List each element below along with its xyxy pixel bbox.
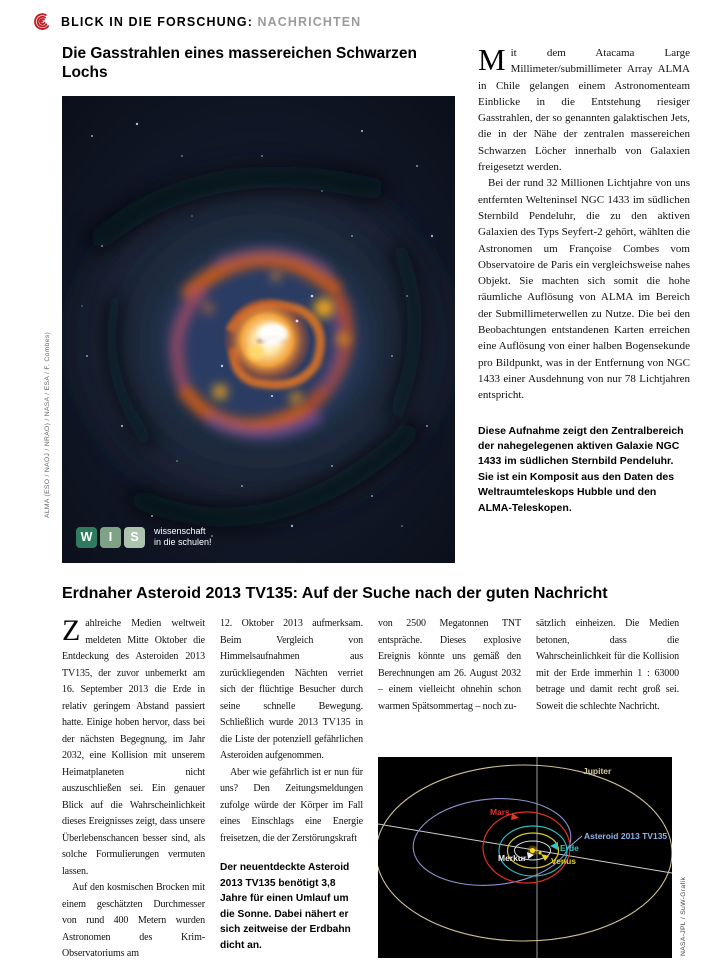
kicker-gray: NACHRICHTEN (257, 14, 362, 29)
sun-icon (530, 848, 535, 853)
galaxy-photo-credit: ALMA (ESO / NAOJ / NRAO) / NASA / ESA / F. Combes) (44, 331, 51, 518)
dropcap-z: Z (62, 614, 81, 647)
galaxy-caption: Diese Aufnahme zeigt den Zentralbereich der nahegelegenen aktiven Galaxie NGC 1433 im südlichen Sternbild Pendeluhr. Sie ist ein Komposit aus den Daten des Weltraumteleskops Hubble und den ALMA-Teleskopen. (478, 424, 684, 514)
col1-paragraph-2: Auf den kosmischen Brocken mit einem geschätzten Durchmesser von rund 400 Metern wurden Astronomen des Krim-Observatoriums am (62, 882, 205, 959)
venus-label: Venus (551, 856, 577, 866)
asteroid-label: Asteroid 2013 TV135 (584, 831, 668, 841)
kicker-bold: BLICK IN DIE FORSCHUNG: (61, 14, 253, 29)
article2-column-2 (220, 616, 363, 960)
article-black-hole (62, 44, 690, 563)
wis-tagline-line1: wissenschaft (154, 526, 206, 536)
wis-tagline (154, 526, 212, 548)
col1-paragraph-1 (62, 616, 205, 880)
wis-tagline-line2: in die schulen! (154, 537, 212, 547)
page-header (33, 12, 361, 31)
orbit-diagram-art (378, 757, 672, 958)
article1-paragraph-2: Bei der rund 32 Millionen Lichtjahre von uns entfernten Welteninsel NGC 1433 im südlichen Sternbild Pendeluhr, die zu den aktiven Galaxien des Typs Seyfert-2 gehört, wählten die Astronomen um Françoise Combes vom Observatoire de Paris ein vergleichsweise nahes Objekt. Sie machten sich somit die hohe räumliche Auflösung von ALMA im Bereich der Submillimeterwellen zu Nutze. Die bei den Beobachtungen entstandenen Karten erreichen eine Auflösung von einer halben Bogensekunde pro Bildpunkt, was in der Entfernung von NGC 1433 einer Ausdehnung von nur 78 Lichtjahren entspricht. (478, 177, 690, 402)
col3-paragraph-1: von 2500 Megatonnen TNT entspräche. Dieses explosive Ereignis könnte uns gemäß den Berechnungen am 26. August 2032 – einem vielleicht ohnehin schon warmen Spätsommertag – noch zu- (378, 618, 521, 712)
mars-label: Mars (490, 807, 510, 817)
wis-logo (76, 526, 212, 548)
merkur-label: Merkur (498, 853, 527, 863)
col2-paragraph-2: Aber wie gefährlich ist er nun für uns? Den Zeitungsmeldungen zufolge würde der Körper im Fall eines Einschlags eine Energie freisetzen, die der Zerstörungskraft (220, 766, 363, 844)
wis-tile-i: I (100, 527, 121, 548)
col2-paragraph-1: 12. Oktober 2013 aufmerksam. Beim Vergleich von Himmelsaufnahmen aus zurückliegenden Nächten verriet sich der flüchtige Besucher durch seine schnelle Bewegung. Schließlich wurde 2013 TV135 in die Liste der potenziell gefährlichen Asteroiden aufgenommen. (220, 618, 363, 761)
orbit-diagram-caption: Der neuentdeckte Asteroid 2013 TV135 benötigt 3,8 Jahre für einen Umlauf um die Sonne. Dabei nähert er sich zeitweise der Erdbahn dicht an. (220, 862, 351, 951)
col4-paragraph-1: sätzlich einheizen. Die Medien betonen, dass die Wahrscheinlichkeit für die Kollision mit der Erde immerhin 1 : 63000 betrage und damit recht groß sei. Soweit die schlechte Nachricht. (536, 618, 679, 712)
spektrum-spiral-icon (33, 12, 52, 31)
article2-column-1 (62, 616, 205, 960)
article1-figure-column (62, 44, 455, 563)
orbit-diagram-credit: NASA-JPL / SuW-Grafik (680, 876, 687, 956)
article1-paragraph-1-text: it dem Atacama Large Millimeter/submillimeter Array ALMA in Chile gelangen einem Astronomenteam Einblicke in die Entstehung riesiger Gasstrahlen, der so genannten galaktischen Jets, die in der Nähe der zentralen massereichen Schwarzen Löcher innerhalb von Galaxien freigesetzt werden. (478, 47, 690, 174)
wis-tile-w: W (76, 527, 97, 548)
galaxy-art (62, 96, 455, 563)
article1-headline: Die Gasstrahlen eines massereichen Schwarzen Lochs (62, 45, 417, 81)
jupiter-label: Jupiter (583, 766, 612, 776)
wis-logo-tiles (76, 527, 145, 548)
orbit-diagram (378, 757, 672, 958)
galaxy-image (62, 96, 455, 563)
article1-text-column (478, 44, 690, 563)
venus-dot (538, 851, 541, 854)
article1-paragraph-1 (478, 42, 690, 175)
erde-label: Erde (560, 843, 579, 853)
article2-headline: Erdnaher Asteroid 2013 TV135: Auf der Suche nach der guten Nachricht (62, 585, 608, 602)
dropcap-m: M (478, 42, 506, 77)
wis-tile-s: S (124, 527, 145, 548)
section-kicker (61, 15, 361, 29)
col1-paragraph-1-text: ahlreiche Medien weltweit meldeten Mitte Oktober die Entdeckung des Asteroiden 2013 TV135, der zuvor unbemerkt am 16. September 2013 die Erde in relativ geringem Abstand passiert hatte. Einige hoben hervor, dass bei der nächsten Begegnung, im Jahr 2032, eine Kollision mit unserem Heimatplaneten nicht auszuschließen sei. Ein genauer Blick auf die Wahrscheinlichkeit dieses Ereignisses zeigt, dass unsere Überlebenschancen besser sind, als solche Formulierungen vermuten lassen. (62, 618, 205, 877)
